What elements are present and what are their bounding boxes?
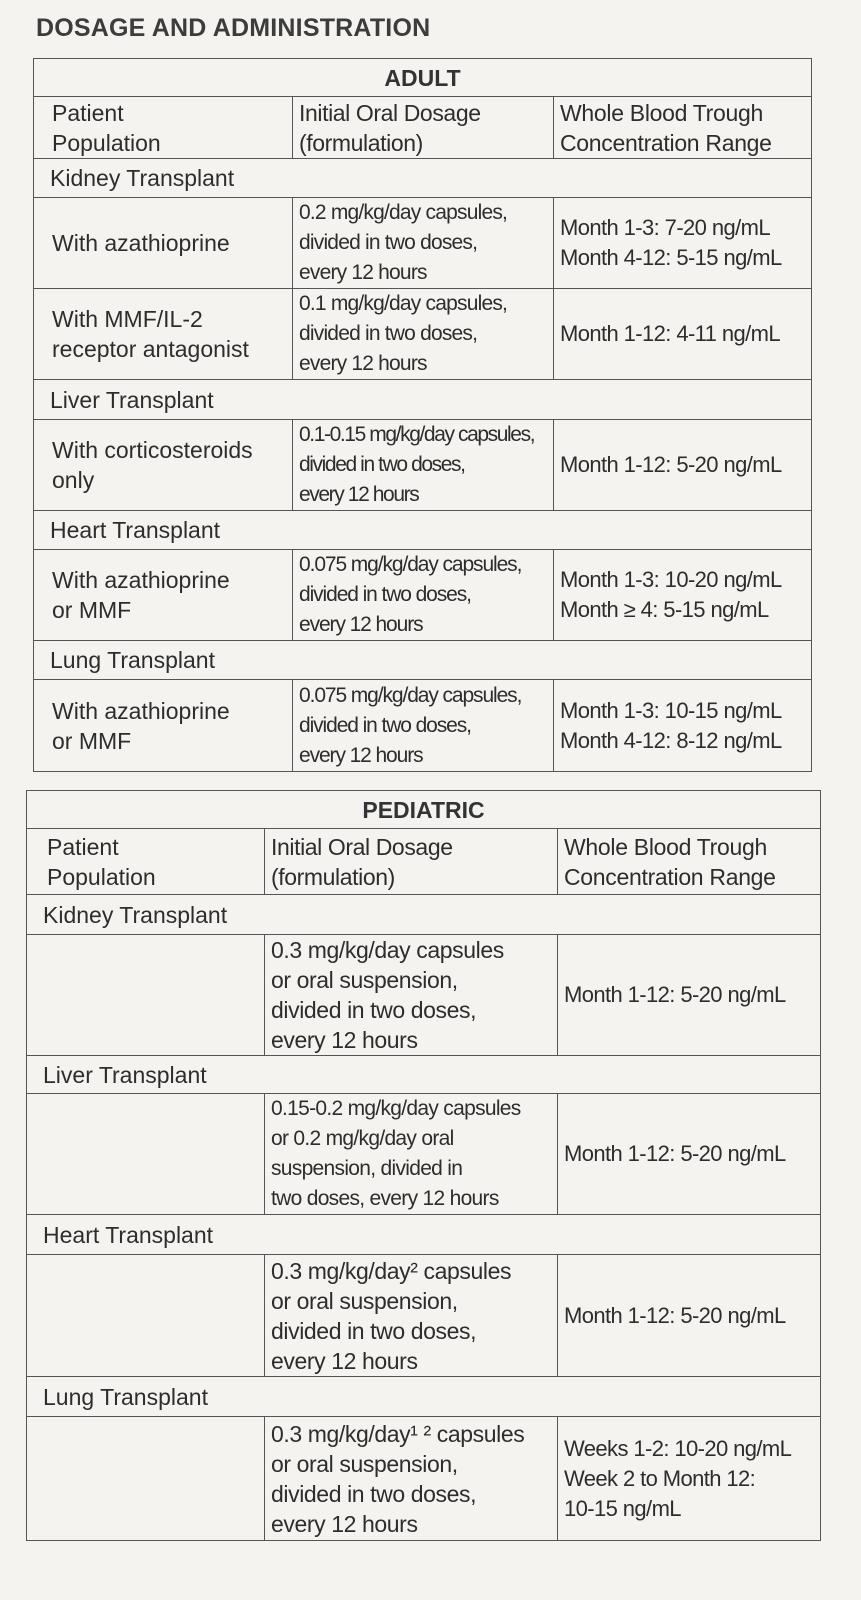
concentration-cell: Month 1-12: 5-20 ng/mL (558, 1094, 821, 1215)
table-row (34, 550, 812, 641)
dosage-cell: 0.1 mg/kg/day capsules, divided in two doses, every 12 hours (293, 289, 554, 380)
pediatric-table-title: PEDIATRIC (27, 791, 821, 829)
table-row (27, 1417, 821, 1541)
adult-section-lung: Lung Transplant (34, 641, 812, 680)
adult-table-title: ADULT (34, 59, 812, 97)
dosage-cell: 0.15-0.2 mg/kg/day capsules or 0.2 mg/kg/day oral suspension, divided in two doses, every 12 hours (265, 1094, 558, 1215)
patient-population-cell (27, 1094, 265, 1215)
concentration-cell: Month 1-3: 7-20 ng/mL Month 4-12: 5-15 ng/mL (554, 198, 812, 289)
header-patient-population: Patient Population (27, 829, 265, 895)
patient-population-cell (27, 1417, 265, 1541)
adult-section-kidney: Kidney Transplant (34, 159, 812, 198)
concentration-cell: Month 1-12: 4-11 ng/mL (554, 289, 812, 380)
pediatric-section-kidney: Kidney Transplant (27, 895, 821, 935)
header-trough-concentration: Whole Blood Trough Concentration Range (554, 97, 812, 159)
pediatric-section-liver: Liver Transplant (27, 1056, 821, 1094)
dosage-cell: 0.3 mg/kg/day¹ ² capsules or oral suspension, divided in two doses, every 12 hours (265, 1417, 558, 1541)
patient-population-cell: With azathioprine or MMF (34, 550, 293, 641)
patient-population-cell (27, 935, 265, 1056)
header-initial-oral-dosage: Initial Oral Dosage (formulation) (293, 97, 554, 159)
section-heading: DOSAGE AND ADMINISTRATION (36, 14, 431, 42)
patient-population-cell: With corticosteroids only (34, 420, 293, 511)
dosage-cell: 0.3 mg/kg/day capsules or oral suspension, divided in two doses, every 12 hours (265, 935, 558, 1056)
concentration-cell: Month 1-12: 5-20 ng/mL (554, 420, 812, 511)
dosage-cell: 0.075 mg/kg/day capsules, divided in two doses, every 12 hours (293, 550, 554, 641)
header-trough-concentration: Whole Blood Trough Concentration Range (558, 829, 821, 895)
concentration-cell: Weeks 1-2: 10-20 ng/mL Week 2 to Month 12: 10-15 ng/mL (558, 1417, 821, 1541)
table-row (34, 198, 812, 289)
concentration-cell: Month 1-3: 10-15 ng/mL Month 4-12: 8-12 ng/mL (554, 680, 812, 772)
patient-population-cell: With azathioprine or MMF (34, 680, 293, 772)
patient-population-cell (27, 1255, 265, 1377)
pediatric-header-row (27, 829, 821, 895)
header-patient-population: Patient Population (34, 97, 293, 159)
table-row (27, 1255, 821, 1377)
table-row (34, 420, 812, 511)
pediatric-section-lung: Lung Transplant (27, 1377, 821, 1417)
dosage-cell: 0.2 mg/kg/day capsules, divided in two doses, every 12 hours (293, 198, 554, 289)
patient-population-cell: With azathioprine (34, 198, 293, 289)
dosage-cell: 0.075 mg/kg/day capsules, divided in two doses, every 12 hours (293, 680, 554, 772)
patient-population-cell: With MMF/IL-2 receptor antagonist (34, 289, 293, 380)
pediatric-section-heart: Heart Transplant (27, 1215, 821, 1255)
table-row (27, 1094, 821, 1215)
concentration-cell: Month 1-12: 5-20 ng/mL (558, 1255, 821, 1377)
table-row (34, 289, 812, 380)
adult-header-row (34, 97, 812, 159)
concentration-cell: Month 1-3: 10-20 ng/mL Month ≥ 4: 5-15 ng/mL (554, 550, 812, 641)
dosage-cell: 0.3 mg/kg/day² capsules or oral suspension, divided in two doses, every 12 hours (265, 1255, 558, 1377)
adult-section-liver: Liver Transplant (34, 380, 812, 420)
concentration-cell: Month 1-12: 5-20 ng/mL (558, 935, 821, 1056)
header-initial-oral-dosage: Initial Oral Dosage (formulation) (265, 829, 558, 895)
adult-dosage-table (33, 58, 812, 772)
table-row (27, 935, 821, 1056)
dosage-cell: 0.1-0.15 mg/kg/day capsules, divided in two doses, every 12 hours (293, 420, 554, 511)
pediatric-dosage-table (26, 790, 821, 1541)
table-row (34, 680, 812, 772)
adult-section-heart: Heart Transplant (34, 511, 812, 550)
